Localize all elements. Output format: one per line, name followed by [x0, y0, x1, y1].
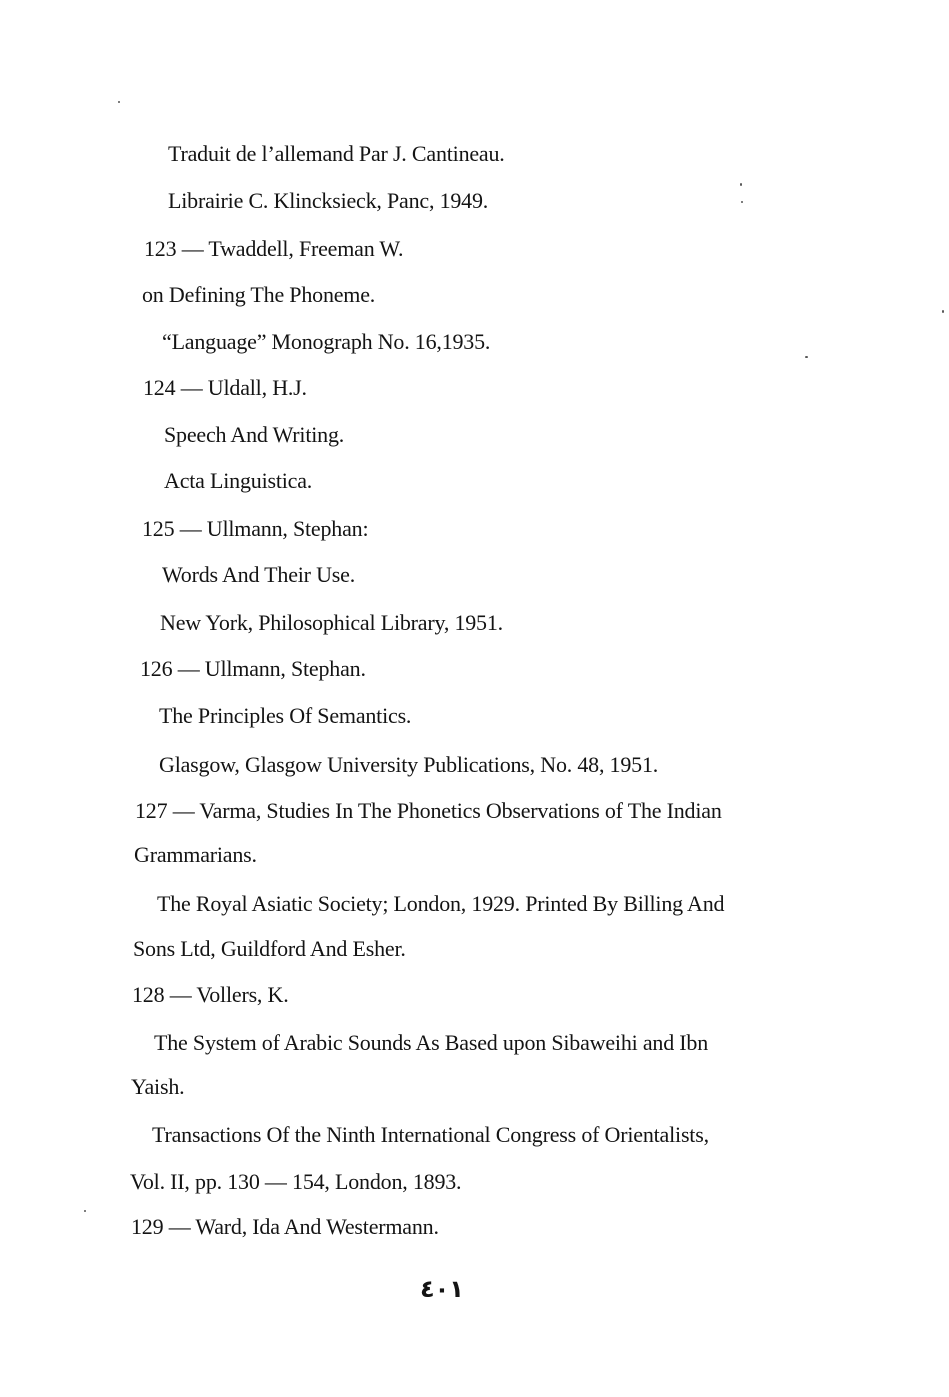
scan-speck [805, 356, 808, 358]
bibliography-entry-125: 125 — Ullmann, Stephan: [142, 516, 369, 541]
scan-speck [84, 1210, 86, 1212]
bibliography-line: “Language” Monograph No. 16,1935. [162, 329, 491, 354]
scan-speck [741, 201, 743, 203]
bibliography-line: New York, Philosophical Library, 1951. [160, 610, 503, 635]
bibliography-entry-126: 126 — Ullmann, Stephan. [140, 656, 366, 681]
bibliography-line: Vol. II, pp. 130 — 154, London, 1893. [130, 1169, 462, 1194]
bibliography-line: Grammarians. [134, 842, 257, 867]
bibliography-entry-124: 124 — Uldall, H.J. [143, 375, 307, 400]
bibliography-entry-123: 123 — Twaddell, Freeman W. [144, 236, 404, 261]
bibliography-entry-128: 128 — Vollers, K. [132, 982, 289, 1007]
bibliography-line: Words And Their Use. [162, 562, 356, 587]
bibliography-entry-129: 129 — Ward, Ida And Westermann. [131, 1214, 439, 1239]
bibliography-line: Traduit de l’allemand Par J. Cantineau. [168, 141, 505, 166]
bibliography-entry-127: 127 — Varma, Studies In The Phonetics Observations of The Indian [135, 798, 722, 823]
scan-speck [740, 183, 742, 186]
bibliography-line: The Principles Of Semantics. [159, 703, 412, 728]
bibliography-line: Transactions Of the Ninth International Congress of Orientalists, [152, 1122, 709, 1147]
bibliography-line: Speech And Writing. [164, 422, 345, 447]
bibliography-line: Yaish. [131, 1074, 185, 1099]
scan-speck [118, 101, 120, 103]
bibliography-line: Librairie C. Klincksieck, Panc, 1949. [168, 188, 489, 213]
bibliography-line: Glasgow, Glasgow University Publications, No. 48, 1951. [159, 752, 659, 777]
bibliography-line: The System of Arabic Sounds As Based upon Sibaweihi and Ibn [154, 1030, 709, 1055]
scan-speck [942, 310, 944, 313]
bibliography-line: Acta Linguistica. [164, 468, 313, 493]
page-number: ٤٠١ [420, 1275, 464, 1303]
bibliography-line: The Royal Asiatic Society; London, 1929. Printed By Billing And [157, 891, 725, 916]
bibliography-line: Sons Ltd, Guildford And Esher. [133, 936, 406, 961]
bibliography-line: on Defining The Phoneme. [142, 282, 376, 307]
